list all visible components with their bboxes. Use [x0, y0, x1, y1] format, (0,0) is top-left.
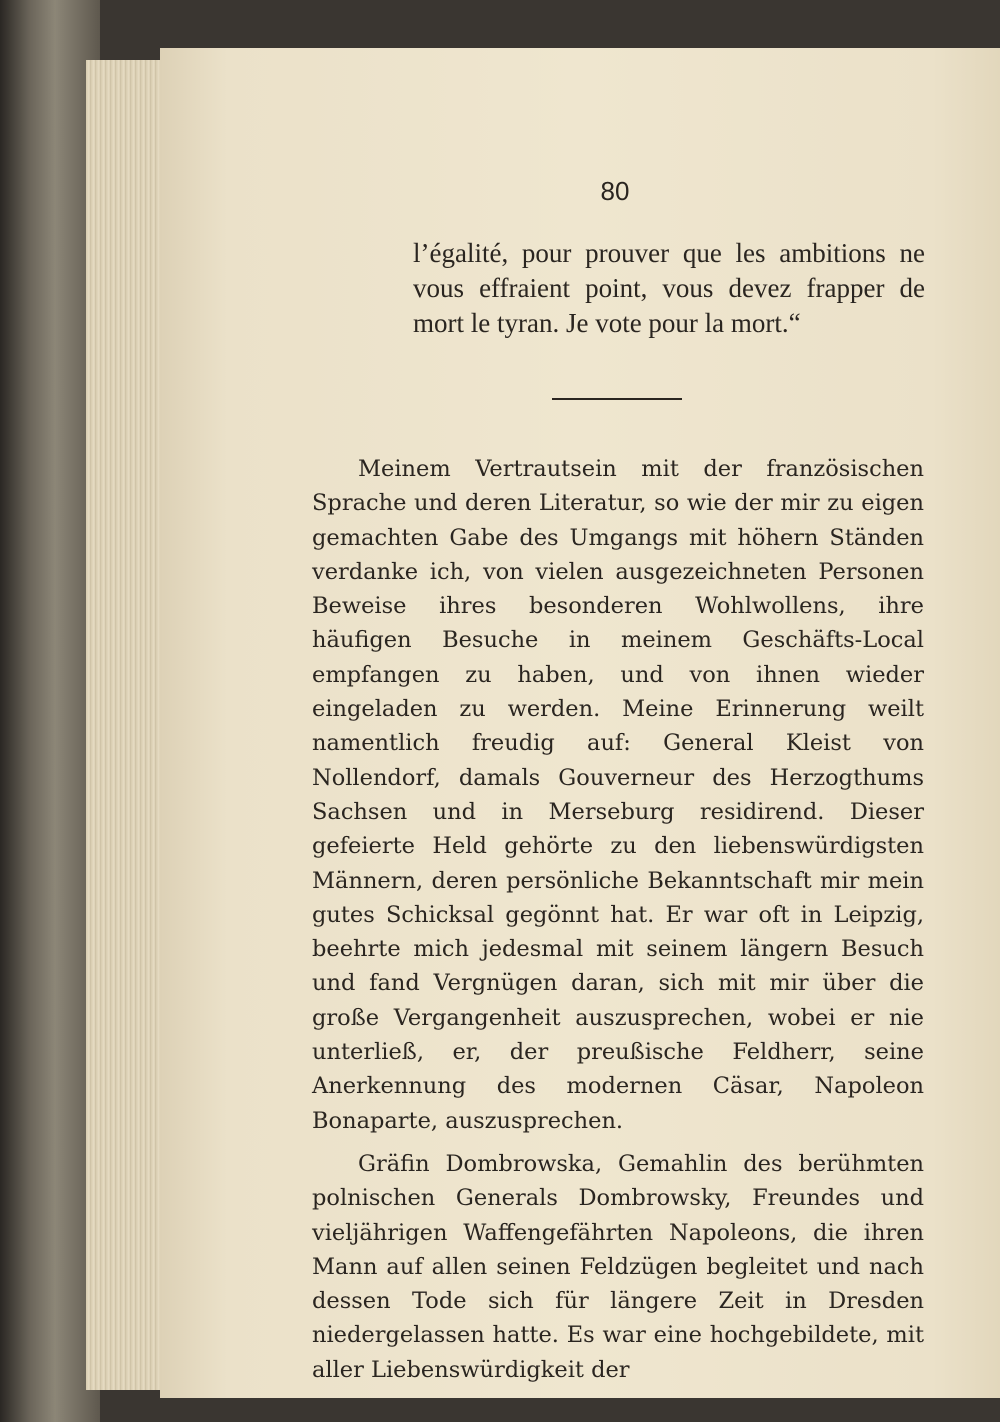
french-quote-paragraph	[413, 236, 925, 341]
book-cover-edge	[0, 0, 100, 1422]
french-quote-text: l’égalité, pour prouver que les ambitions ne vous effraient point, vous devez frapper de mort le tyran. Je vote pour la mort.“	[413, 238, 925, 338]
page-stack-edge	[86, 60, 166, 1390]
page-number: 80	[600, 176, 630, 206]
paragraph-kleist: Meinem Vertrautsein mit der französischen Sprache und deren Literatur, so wie der mir zu eigen gemachten Gabe des Umgangs mit höhern Ständen verdanke ich, von vielen ausgezeichneten Personen Beweise ihres besonderen Wohlwollens, ihre häufigen Besuche in meinem Geschäfts-Local empfangen zu haben, und von ihnen wieder eingeladen zu werden. Meine Erinnerung weilt namentlich freudig auf: General Kleist von Nollendorf, damals Gouverneur des Herzogthums Sachsen und in Merseburg residirend. Dieser gefeierte Held gehörte zu den liebenswürdigsten Männern, deren persönliche Bekanntschaft mir mein gutes Schicksal gegönnt hat. Er war oft in Leipzig, beehrte mich jedesmal mit seinem längern Besuch und fand Vergnügen daran, sich mit mir über die große Vergangenheit auszusprechen, wobei er nie unterließ, er, der preußische Feldherr, seine Anerkennung des modernen Cäsar, Napoleon Bonaparte, auszusprechen.	[312, 456, 924, 1134]
section-divider	[552, 398, 682, 400]
paragraph-dombrowska: Gräfin Dombrowska, Gemahlin des berühmten polnischen Generals Dombrowsky, Freundes und vieljährigen Waffengefährten Napoleons, die ihren Mann auf allen seinen Feldzügen begleitet und nach dessen Tode sich für längere Zeit in Dresden niedergelassen hatte. Es war eine hochgebildete, mit aller Liebenswürdigkeit der	[312, 1150, 924, 1383]
german-body-text	[312, 452, 924, 1387]
